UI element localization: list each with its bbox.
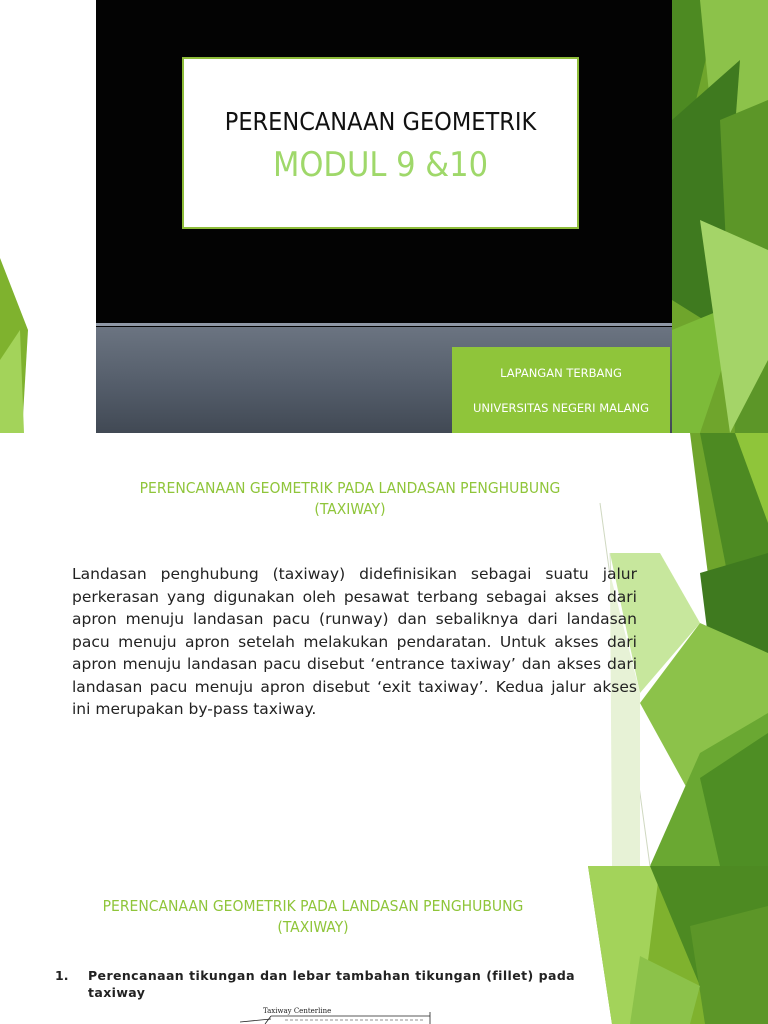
taxiway-definition-paragraph: Landasan penghubung (taxiway) didefinisikan sebagai suatu jalur perkerasan yang digunakan oleh pesawat terbang sebagai akses dari apron menuju landasan pacu (runway) dan sebaliknya dari landasan pacu menuju apron setelah melakukan pendaratan. Untuk akses dari apron menuju landasan pacu disebut ‘entrance taxiway’ dan akses dari landasan pacu menuju apron disebut ‘exit taxiway’. Kedua jalur akses ini merupakan by-pass taxiway.	[72, 565, 637, 718]
content-slide-taxiway-fillet	[0, 866, 768, 1024]
list-item-number: 1.	[55, 968, 69, 983]
list-item	[55, 967, 575, 1001]
institution-box	[452, 347, 670, 433]
course-name: LAPANGAN TERBANG	[500, 366, 622, 380]
university-name: UNIVERSITAS NEGERI MALANG	[472, 401, 650, 415]
slide-heading	[40, 896, 586, 938]
taxiway-diagram	[225, 1002, 455, 1024]
divider-line	[96, 323, 672, 326]
slide-title: PERENCANAAN GEOMETRIK	[224, 107, 537, 136]
slide-subtitle: MODUL 9 &10	[272, 145, 489, 185]
title-box	[182, 57, 579, 229]
heading-line-1: PERENCANAAN GEOMETRIK PADA LANDASAN PENGHUBUNG	[139, 479, 561, 497]
figure-label: Taxiway Centerline	[263, 1007, 332, 1015]
title-slide	[0, 0, 768, 433]
heading-line-2: (TAXIWAY)	[277, 918, 349, 936]
heading-line-1: PERENCANAAN GEOMETRIK PADA LANDASAN PENGHUBUNG	[102, 897, 524, 915]
content-slide-taxiway-definition	[0, 433, 768, 866]
slide-heading	[72, 478, 628, 520]
heading-line-2: (TAXIWAY)	[314, 500, 386, 518]
list-item-text: Perencanaan tikungan dan lebar tambahan tikungan (fillet) pada taxiway	[88, 968, 575, 1000]
